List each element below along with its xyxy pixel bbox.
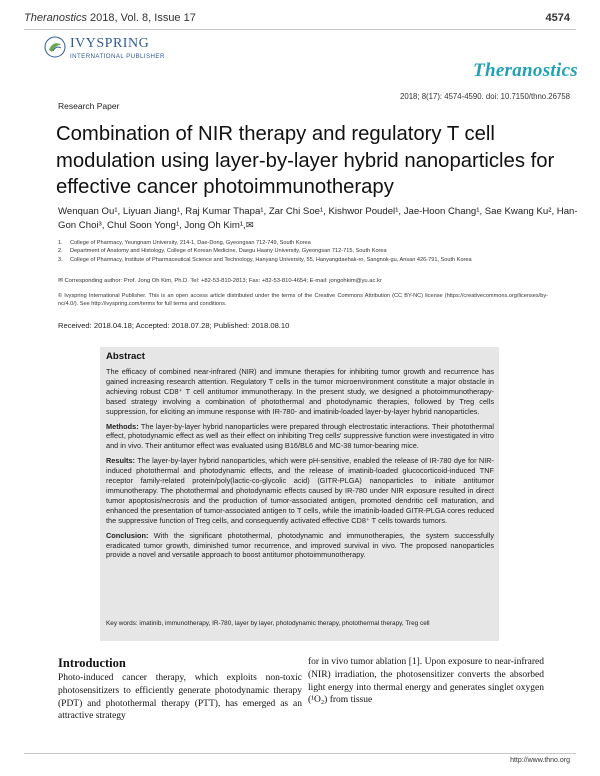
publisher-name: IVYSPRING: [70, 36, 150, 51]
abstract-methods: Methods: The layer-by-layer hybrid nanoparticles were prepared through electrostatic interactions. Their photothermal effect, photodynamic effect as well as their effect on inhibiting Treg cells' suppressive function were investigated in vitro and in vivo. Their antitumor effect was evaluated using B16/BL6 and MC-38 tumor-bearing mice.: [106, 421, 494, 451]
affiliation-item: 3. College of Pharmacy, Institute of Pharmaceutical Science and Technology, Hanyang University, 55, Hanyangdaehak-ro, Sangnok-gu, Ansan 426-791, South Korea: [58, 256, 472, 263]
citation-doi: 2018; 8(17): 4574-4590. doi: 10.7150/thno.26758: [400, 92, 570, 101]
abstract-results: Results: The layer-by-layer hybrid nanoparticles, which were pH-sensitive, enabled the release of IR-780 dye for NIR-induced photothermal and photodynamic effects, and the release of imatinib-loaded glucocorticoid-induced TNF receptor family-related protein/poly(lactic-co-glycolic acid) (GITR-PLGA) nanoparticles to initiate antitumor immunotherapy. The photothermal and photodynamic effects caused by IR-780 under NIR exposure resulted in direct tumor apoptosis/necrosis and the production of tumor-associated antigen, promoted dendritic cell maturation, and enhanced the presentation of tumor-associated antigen to T cells, while the imatinib-loaded GITR-PLGA cores reduced the suppressive function of Treg cells, and consequently activated effective CD8⁺ T cells towards tumors.: [106, 456, 494, 525]
affiliations: [58, 239, 548, 264]
running-header-journal: Theranostics 2018, Vol. 8, Issue 17: [24, 12, 196, 24]
introduction-left-column: Photo-induced cancer therapy, which exploits non-toxic photosensitizers to efficiently generate photodynamic therapy (PDT) and photothermal therapy (PTT), has emerged as an attractive strategy: [58, 673, 302, 722]
publisher-subtitle: INTERNATIONAL PUBLISHER: [70, 53, 165, 60]
keywords: Key words: imatinib, immunotherapy, IR-780, layer by layer, photodynamic therapy, photothermal therapy, Treg cell: [106, 620, 430, 627]
ivyspring-logo: [44, 34, 184, 68]
page-number: 4574: [545, 12, 570, 24]
abstract-intro: The efficacy of combined near-infrared (NIR) and immune therapies for inhibiting tumor growth and recurrence has gained increasing research attention. Regulatory T cells in the tumor microenvironment constitute a major obstacle in achieving robust CD8⁺ T cell antitumor immunotherapy. In the present study, we designed a photoimmunotherapy-based strategy involving a combination of photothermal and photodynamic therapies, followed by Treg cells suppression, for eliciting an immune response with IR-780- and imatinib-loaded layer-by-layer hybrid nanoparticles.: [106, 367, 494, 416]
corresponding-author: ✉ Corresponding author: Prof. Jong Oh Kim, Ph.D. Tel: +82-53-810-2813; Fax: +82-53-810-4654; E-mail: jongohkim@yu.ac.kr: [58, 278, 382, 284]
introduction-right-column: for in vivo tumor ablation [1]. Upon exposure to near-infrared (NIR) irradiation, the photosensitizer converts the absorbed light energy into thermal energy and generates singlet oxygen (¹O₂) from tissue: [308, 657, 544, 706]
publication-dates: Received: 2018.04.18; Accepted: 2018.07.28; Published: 2018.08.10: [58, 321, 290, 330]
ivy-leaf-icon: [44, 36, 66, 58]
footer-divider: [24, 753, 576, 754]
header-divider: [24, 29, 576, 30]
affiliation-item: 2. Department of Anatomy and Histology, College of Korean Medicine, Daegu Haany University, Gyeongsan 712-715, South Korea: [58, 248, 387, 255]
abstract-conclusion: Conclusion: With the significant photothermal, photodynamic and immunotherapies, the system successfully eradicated tumor growth, diminished tumor recurrence, and improved survival in vivo. The proposed nanoparticles provide a novel and versatile approach to boost antitumor photoimmunotherapy.: [106, 530, 494, 560]
footer-url[interactable]: http://www.thno.org: [510, 757, 570, 764]
affiliation-item: 1. College of Pharmacy, Yeungnam University, 214-1, Dae-Dong, Gyeongsan 712-749, South Korea: [58, 240, 311, 246]
abstract-heading: Abstract: [106, 351, 145, 362]
license-notice: © Ivyspring International Publisher. This is an open access article distributed under the terms of the Creative Commons Attribution (CC BY-NC) license (https://creativecommons.org/licenses/by-nc/4.0/). See http://ivyspring.com/terms for full terms and conditions.: [58, 293, 548, 308]
author-list: Wenquan Ou¹, Liyuan Jiang¹, Raj Kumar Thapa¹, Zar Chi Soe¹, Kishwor Poudel¹, Jae-Hoon Chang¹, Sae Kwang Ku², Han-Gon Choi³, Chul Soon Yong¹, Jong Oh Kim¹,✉: [58, 206, 578, 231]
introduction-heading: Introduction: [58, 656, 126, 670]
article-title: Combination of NIR therapy and regulatory T cell modulation using layer-by-layer hybrid nanoparticles for effective cancer photoimmunotherapy: [56, 123, 555, 198]
journal-logo: Theranostics: [473, 60, 578, 81]
paper-type: Research Paper: [58, 101, 120, 111]
abstract-body: [106, 367, 494, 565]
